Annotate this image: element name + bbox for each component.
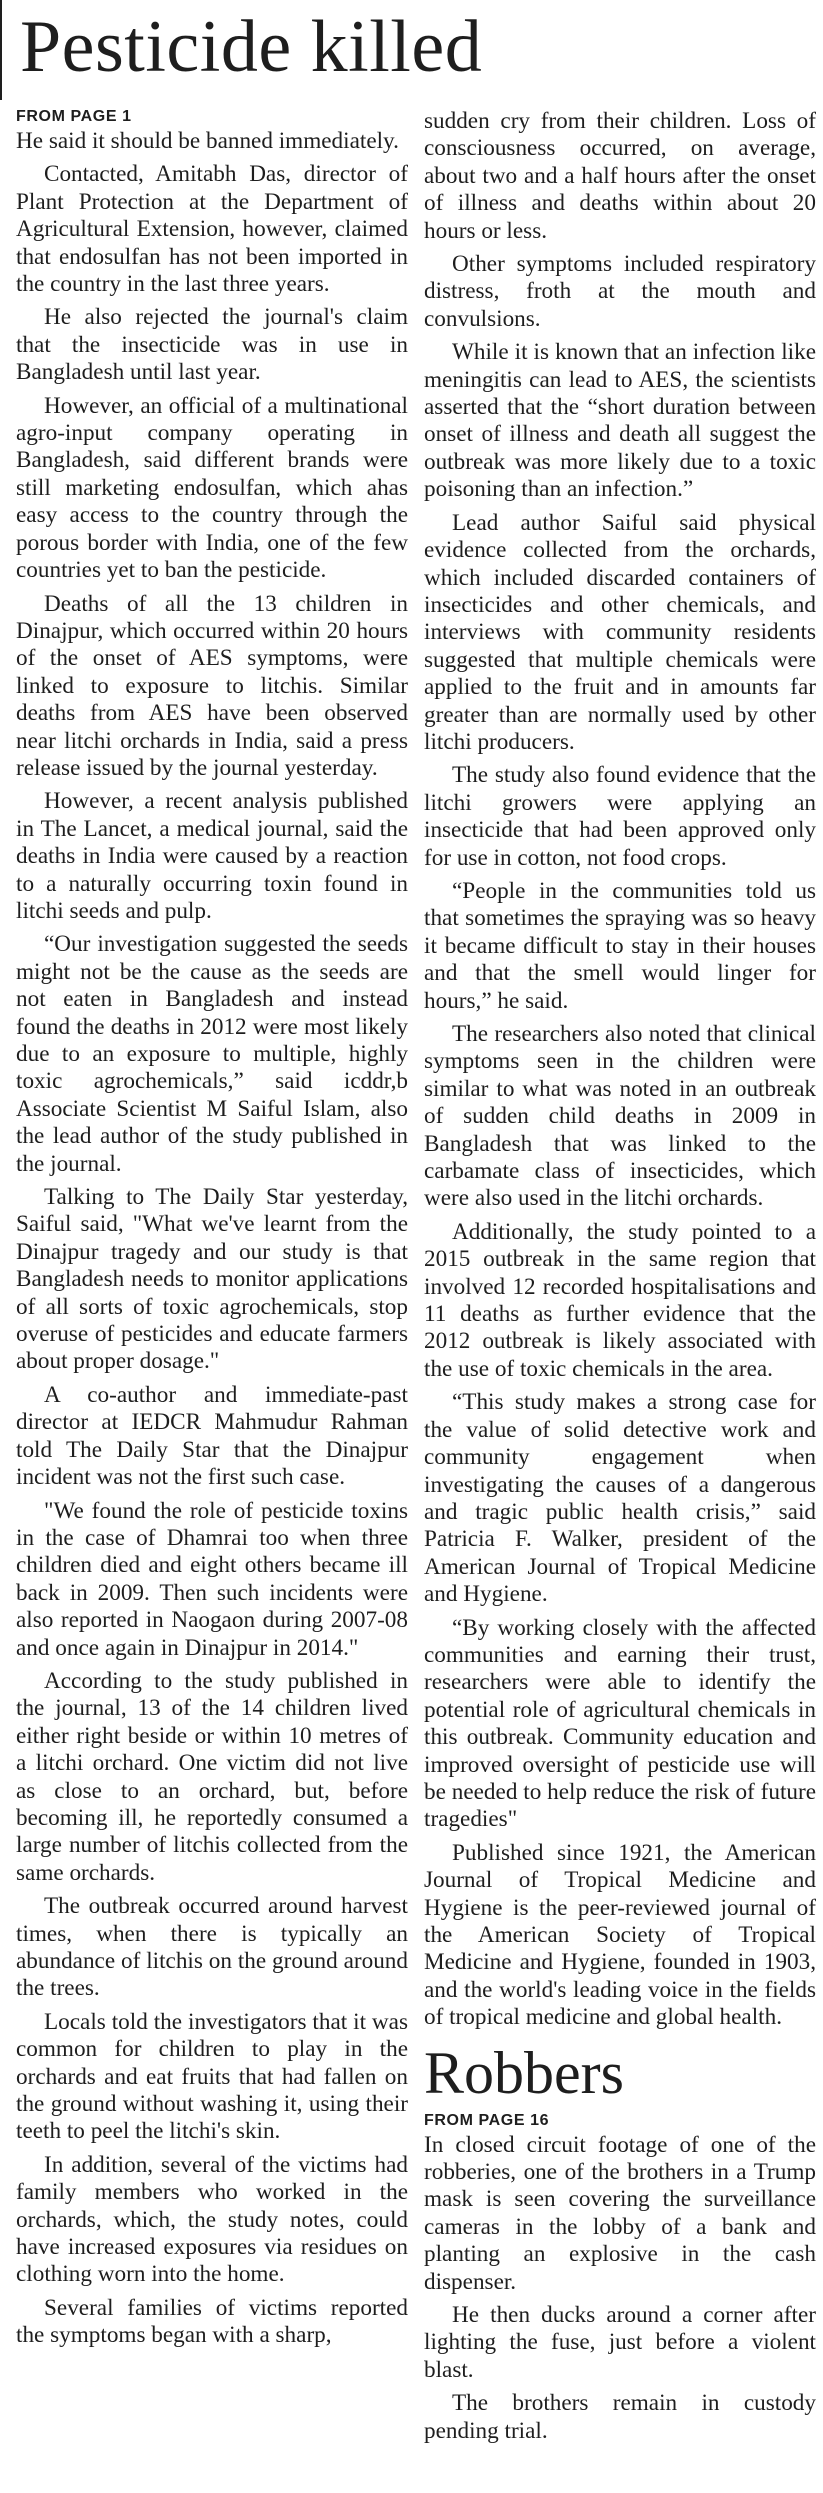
paragraph: “Our investigation suggested the seeds might not be the cause as the seeds are not eaten in Bangladesh and instead found the deaths in 2012 were most likely due to an exposure to multiple, highly toxic agrochemicals,” said icddr,b Associate Scientist M Saiful Islam, also the lead author of the study published in the journal. — [16, 931, 408, 1177]
paragraph: The brothers remain in custody pending trial. — [424, 2390, 816, 2444]
paragraph: However, a recent analysis published in The Lancet, a medical journal, said the deaths in India were caused by a reaction to a naturally occurring toxin found in litchi seeds and pulp. — [16, 788, 408, 924]
paragraph: According to the study published in the journal, 13 of the 14 children lived either right beside or within 10 metres of a litchi orchard. One victim did not live as close to an orchard, but, before becoming ill, he reportedly consumed a large number of litchis collected from the same orchards. — [16, 1667, 408, 1886]
paragraph: Contacted, Amitabh Das, director of Plant Protection at the Department of Agricultural Extension, however, claimed that endosulfan has not been imported in the country in the last three years. — [16, 161, 408, 298]
paragraph: In addition, several of the victims had family members who worked in the orchards, which, the study notes, could have increased exposures via residues on clothing worn into the home. — [16, 2151, 408, 2288]
paragraph: Other symptoms included respiratory distress, froth at the mouth and convulsions. — [424, 251, 816, 332]
column-left — [16, 108, 408, 2451]
paragraph: The outbreak occurred around harvest times, when there is typically an abundance of litchis on the ground around the trees. — [16, 1893, 408, 2002]
paragraph: Published since 1921, the American Journal of Tropical Medicine and Hygiene is the peer-reviewed journal of the American Society of Tropical Medicine and Hygiene, founded in 1903, and the world's leading voice in the fields of tropical medicine and global health. — [424, 1839, 816, 2031]
paragraph: In closed circuit footage of one of the robberies, one of the brothers in a Trump mask is seen covering the surveillance cameras in the lobby of a bank and planting an explosive in the cash dispenser. — [424, 2131, 816, 2295]
paragraph: He also rejected the journal's claim that the insecticide was in use in Bangladesh until last year. — [16, 304, 408, 386]
paragraph: A co-author and immediate-past director at IEDCR Mahmudur Rahman told The Daily Star that the Dinajpur incident was not the first such case. — [16, 1381, 408, 1491]
paragraph: "We found the role of pesticide toxins in the case of Dhamrai too when three children died and eight others became ill back in 2009. Then such incidents were also reported in Naogaon during 2007-08 and once again in Dinajpur in 2014." — [16, 1497, 408, 1661]
from-page-label: FROM PAGE 1 — [16, 108, 132, 125]
paragraph: However, an official of a multinational agro-input company operating in Bangladesh, said different brands were still marketing endosulfan, which ahas easy access to the country through the porous border with India, one of the few countries yet to ban the pesticide. — [16, 392, 408, 584]
paragraph: “This study makes a strong case for the value of solid detective work and community engagement when investigating the causes of a dangerous and tragic public health crisis,” said Patricia F. Walker, president of the American Journal of Tropical Medicine and Hygiene. — [424, 1389, 816, 1608]
column-rule — [0, 0, 2, 100]
robbers-from-page-label: FROM PAGE 16 — [424, 2111, 550, 2129]
paragraph: sudden cry from their children. Loss of consciousness occurred, on average, about two and a half hours after the onset of illness and deaths within about 20 hours or less. — [424, 108, 816, 244]
paragraph: Talking to The Daily Star yesterday, Saiful said, "What we've learnt from the Dinajpur tragedy and our study is that Bangladesh needs to monitor applications of all sorts of toxic agrochemicals, stop overuse of pesticides and educate farmers about proper dosage." — [16, 1184, 408, 1375]
column-right — [424, 108, 816, 2451]
page-title: Pesticide killed — [20, 6, 483, 88]
paragraph: Deaths of all the 13 children in Dinajpur, which occurred within 20 hours of the onset of AES symptoms, were linked to exposure to litchis. Similar deaths from AES have been observed near litchi orchards in India, said a press release issued by the journal yesterday. — [16, 590, 408, 781]
paragraph: Several families of victims reported the symptoms began with a sharp, — [16, 2294, 408, 2349]
paragraph: Lead author Saiful said physical evidence collected from the orchards, which included discarded containers of insecticides and other chemicals, and interviews with community residents suggested that multiple chemicals were applied to the fruit and in amounts far greater than are normally used by other litchi producers. — [424, 509, 816, 755]
paragraph: The researchers also noted that clinical symptoms seen in the children were similar to what was noted in an outbreak of sudden child deaths in 2009 in Bangladesh that was linked to the carbamate class of insecticides, which were also used in the litchi orchards. — [424, 1021, 816, 1212]
paragraph: He said it should be banned immediately. — [16, 128, 399, 154]
paragraph: Additionally, the study pointed to a 2015 outbreak in the same region that involved 12 recorded hospitalisations and 11 deaths as further evidence that the 2012 outbreak is likely associated with the use of toxic chemicals in the area. — [424, 1218, 816, 1382]
paragraph: “By working closely with the affected communities and earning their trust, researchers were able to identify the potential role of agricultural chemicals in this outbreak. Community education and improved oversight of pesticide use will be needed to help reduce the risk of future tragedies" — [424, 1614, 816, 1833]
paragraph: The study also found evidence that the litchi growers were applying an insecticide that had been approved only for use in cotton, not food crops. — [424, 762, 816, 871]
paragraph: Locals told the investigators that it was common for children to play in the orchards and eat fruits that had fallen on the ground without washing it, using their teeth to peel the litchi's skin. — [16, 2008, 408, 2145]
paragraph: While it is known that an infection like meningitis can lead to AES, the scientists asserted that the “short duration between onset of illness and death all suggest the outbreak was more likely due to a toxic poisoning than an infection.” — [424, 339, 816, 503]
article-columns — [16, 108, 816, 2451]
paragraph: He then ducks around a corner after lighting the fuse, just before a violent blast. — [424, 2302, 816, 2383]
paragraph: “People in the communities told us that sometimes the spraying was so heavy it became difficult to stay in their houses and that the smell would linger for hours,” he said. — [424, 877, 816, 1014]
robbers-headline: Robbers — [424, 2039, 624, 2106]
